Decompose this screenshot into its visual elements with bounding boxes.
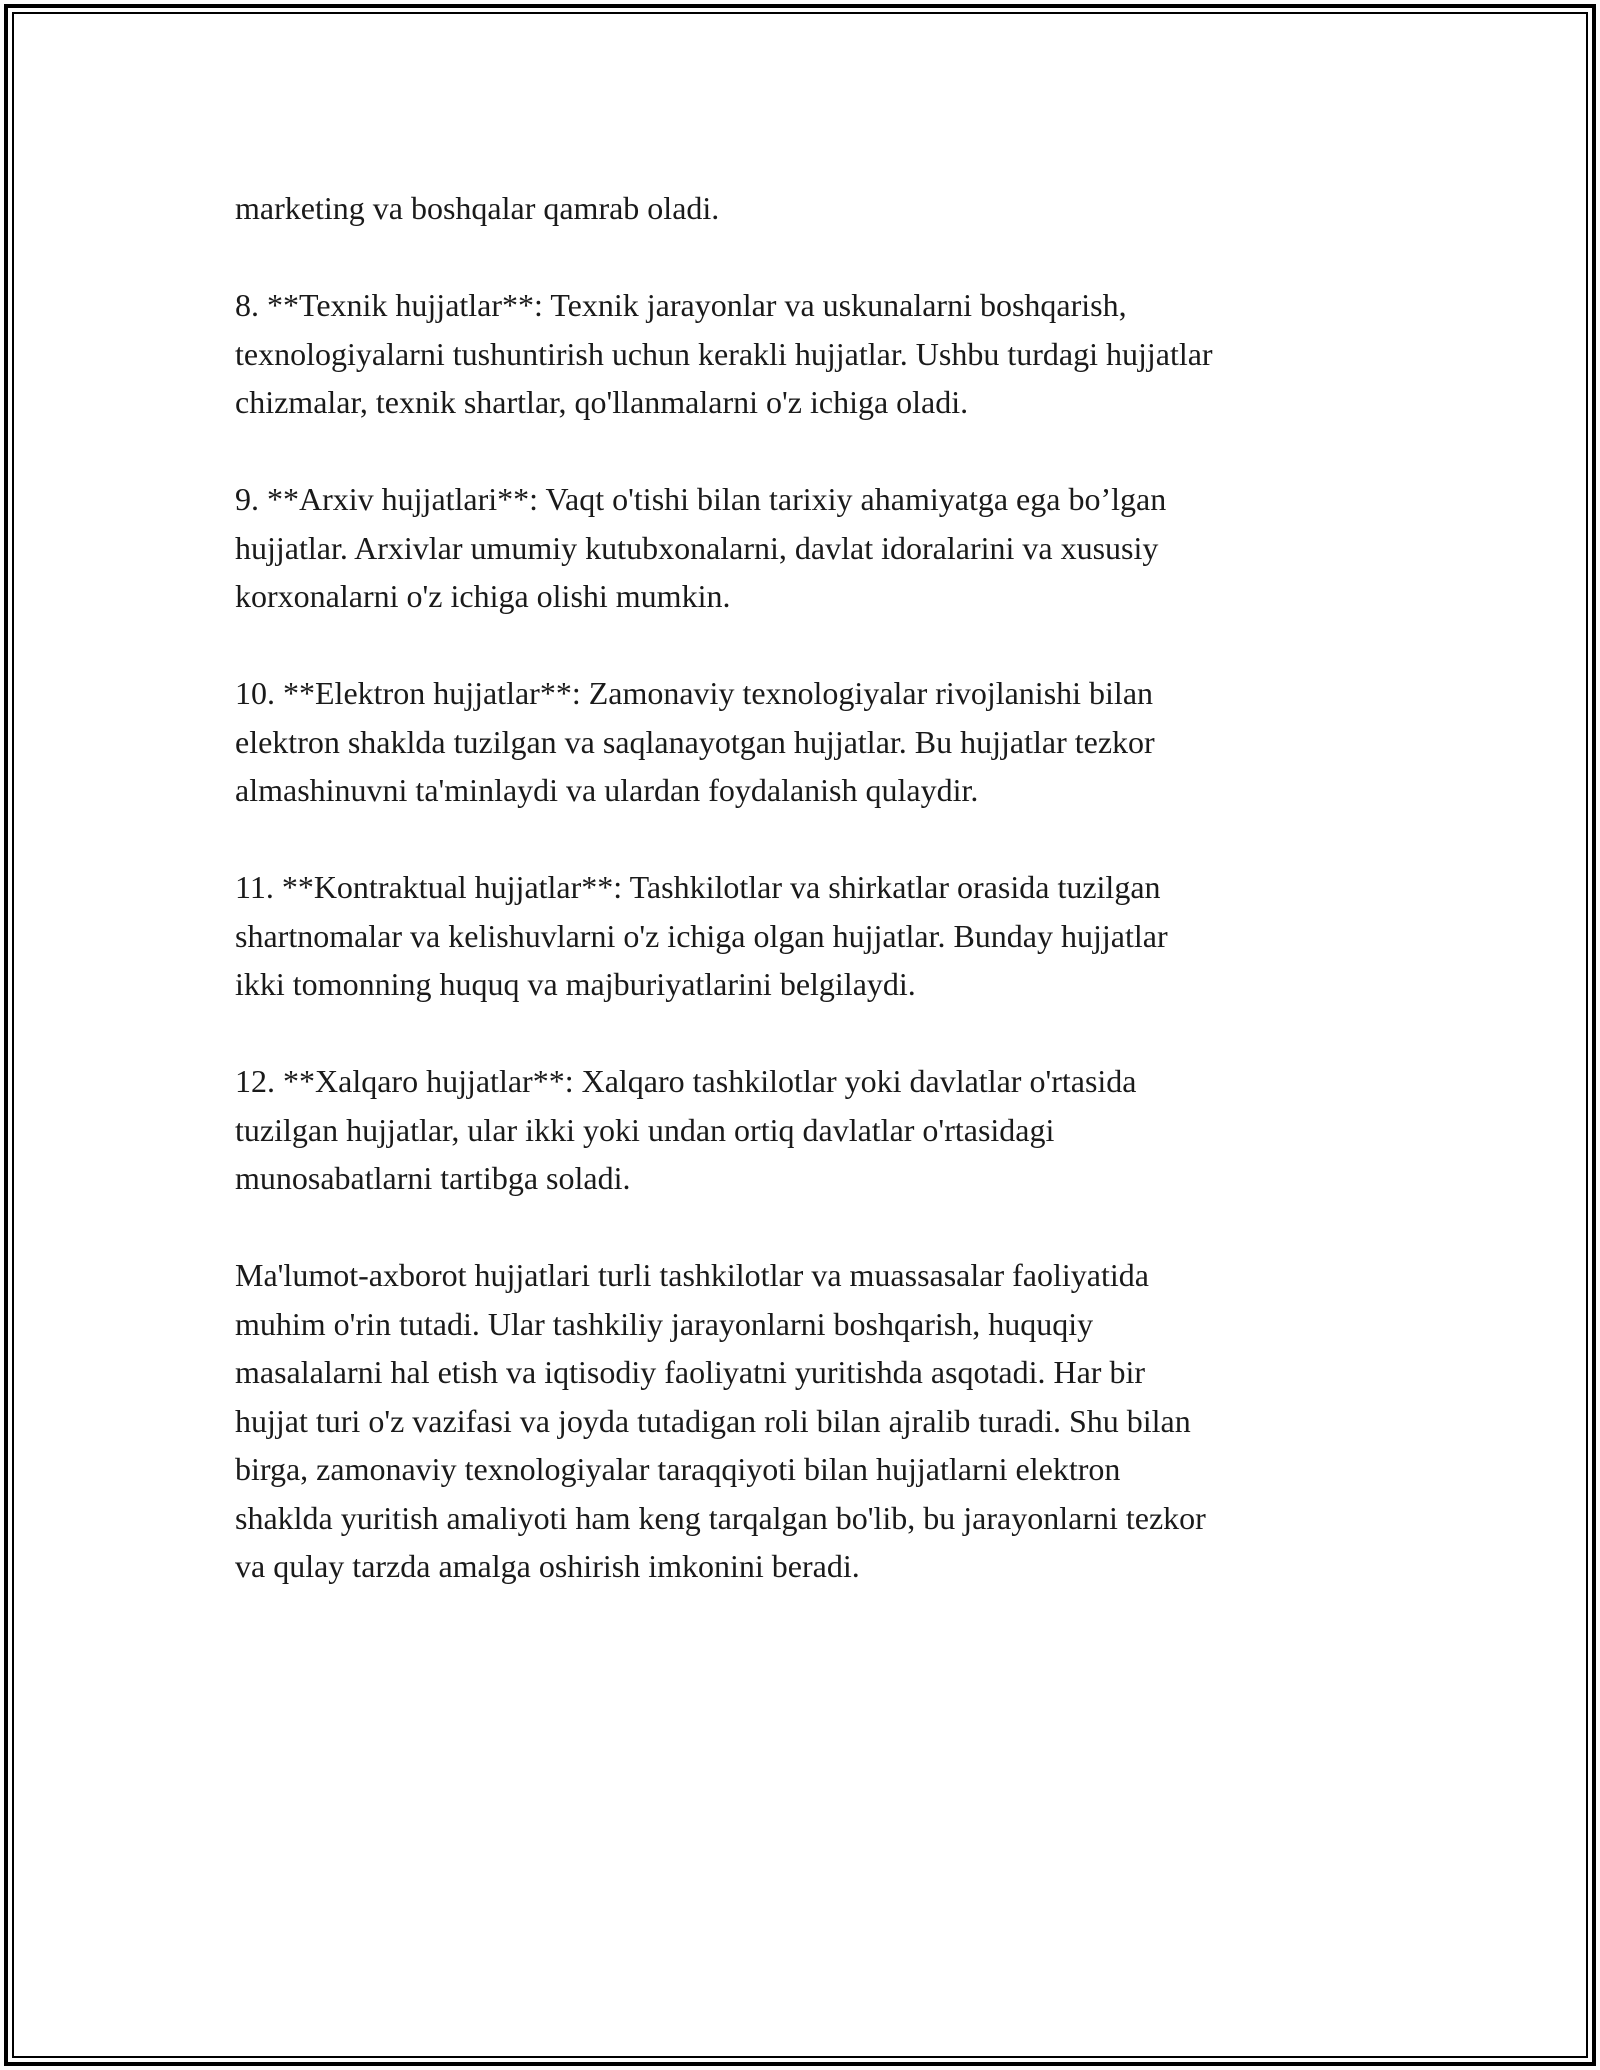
text-line: marketing va boshqalar qamrab oladi. [235, 190, 720, 226]
text-line: 9. **Arxiv hujjatlari**: Vaqt o'tishi bilan tarixiy ahamiyatga ega bo’lgan [235, 481, 1167, 517]
text-line: 11. **Kontraktual hujjatlar**: Tashkilotlar va shirkatlar orasida tuzilgan [235, 869, 1161, 905]
text-line: korxonalarni o'z ichiga olishi mumkin. [235, 578, 731, 614]
text-line: tuzilgan hujjatlar, ular ikki yoki undan ortiq davlatlar o'rtasidagi [235, 1111, 1055, 1148]
text-line: almashinuvni ta'minlaydi va ulardan foydalanish qulaydir. [235, 772, 979, 808]
paragraph-item-12 [235, 1057, 1395, 1203]
text-line: birga, zamonaviy texnologiyalar taraqqiyoti bilan hujjatlarni elektron [235, 1451, 1121, 1487]
text-line: muhim o'rin tutadi. Ular tashkiliy jarayonlarni boshqarish, huquqiy [235, 1305, 1094, 1342]
text-line: 8. **Texnik hujjatlar**: Texnik jarayonlar va uskunalarni boshqarish, [235, 287, 1127, 323]
paragraph-item-11 [235, 863, 1395, 1009]
text-line: texnologiyalarni tushuntirish uchun kerakli hujjatlar. Ushbu turdagi hujjatlar [235, 335, 1213, 372]
paragraph-item-8 [235, 281, 1395, 427]
text-line: munosabatlarni tartibga soladi. [235, 1160, 631, 1196]
text-line: elektron shaklda tuzilgan va saqlanayotgan hujjatlar. Bu hujjatlar tezkor [235, 723, 1155, 760]
text-line: shartnomalar va kelishuvlarni o'z ichiga olgan hujjatlar. Bunday hujjatlar [235, 917, 1168, 954]
text-line: 10. **Elektron hujjatlar**: Zamonaviy texnologiyalar rivojlanishi bilan [235, 675, 1154, 711]
paragraph-item-9 [235, 475, 1395, 621]
text-line: hujjat turi o'z vazifasi va joyda tutadigan roli bilan ajralib turadi. Shu bilan [235, 1402, 1191, 1439]
text-line: 12. **Xalqaro hujjatlar**: Xalqaro tashkilotlar yoki davlatlar o'rtasida [235, 1063, 1137, 1099]
document-body [235, 184, 1395, 1639]
text-line: chizmalar, texnik shartlar, qo'llanmalarni o'z ichiga oladi. [235, 384, 969, 420]
text-line: va qulay tarzda amalga oshirish imkonini beradi. [235, 1548, 860, 1584]
text-line: hujjatlar. Arxivlar umumiy kutubxonalarni, davlat idoralarini va xususiy [235, 529, 1159, 566]
text-line: ikki tomonning huquq va majburiyatlarini belgilaydi. [235, 966, 916, 1002]
paragraph-continuation [235, 184, 1395, 233]
text-line: masalalarni hal etish va iqtisodiy faoliyatni yuritishda asqotadi. Har bir [235, 1354, 1145, 1390]
paragraph-item-10 [235, 669, 1395, 815]
text-line: Ma'lumot-axborot hujjatlari turli tashkilotlar va muassasalar faoliyatida [235, 1257, 1149, 1293]
text-line: shaklda yuritish amaliyoti ham keng tarqalgan bo'lib, bu jarayonlarni tezkor [235, 1499, 1206, 1536]
paragraph-conclusion [235, 1251, 1395, 1591]
